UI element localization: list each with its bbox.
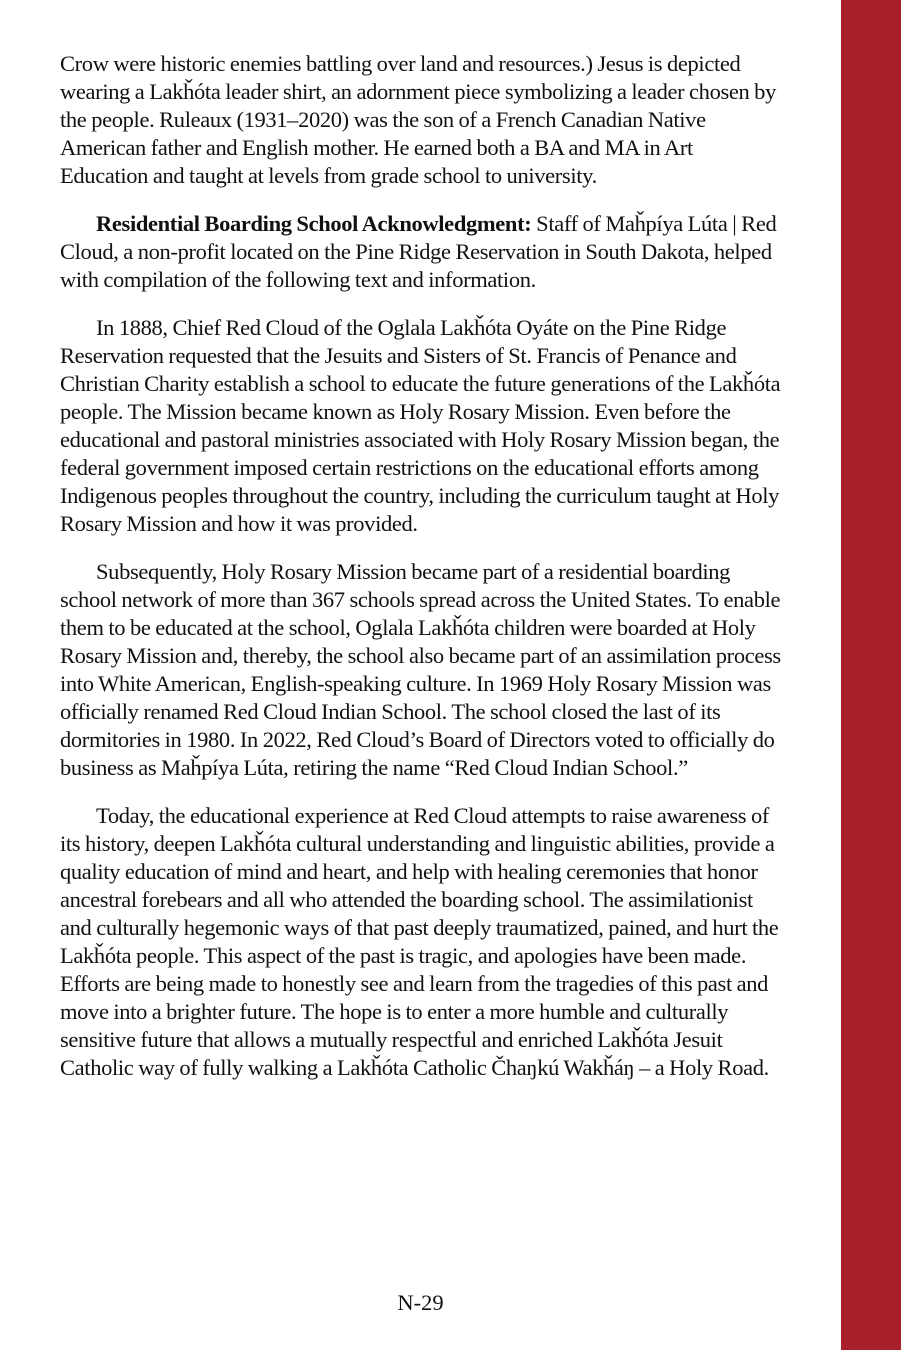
paragraph-ruleaux-bio [60,50,782,190]
paragraph-text: Crow were historic enemies battling over land and resources.) Jesus is depicted wearing a Lakȟóta leader shirt, an adornment piece symbolizing a leader chosen by the people. Ruleaux (1931–2020) was the son of a French Canadian Native American father and English mother. He earned both a BA and MA in Art Education and taught at levels from grade school to university. [60,51,776,188]
paragraph-boarding-network [60,558,782,782]
decorative-side-bar [841,0,901,1350]
paragraph-text: In 1888, Chief Red Cloud of the Oglala Lakȟóta Oyáte on the Pine Ridge Reservation requested that the Jesuits and Sisters of St. Francis of Penance and Christian Charity establish a school to educate the future generations of the Lakȟóta people. The Mission became known as Holy Rosary Mission. Even before the educational and pastoral ministries associated with Holy Rosary Mission began, the federal government imposed certain restrictions on the educational efforts among Indigenous peoples throughout the country, including the curriculum taught at Holy Rosary Mission and how it was provided. [60,315,781,536]
paragraph-text: Staff of Maȟpíya Lúta | Red Cloud, a non-profit located on the Pine Ridge Reservation in South Dakota, helped with compilation of the following text and information. [60,211,777,292]
acknowledgment-heading: Residential Boarding School Acknowledgment: [96,211,532,236]
paragraph-history-1888 [60,314,782,538]
paragraph-text: Subsequently, Holy Rosary Mission became part of a residential boarding school network of more than 367 schools spread across the United States. To enable them to be educated at the school, Oglala Lakȟóta children were boarded at Holy Rosary Mission and, thereby, the school also became part of an assimilation process into White American, English-speaking culture. In 1969 Holy Rosary Mission was officially renamed Red Cloud Indian School. The school closed the last of its dormitories in 1980. In 2022, Red Cloud’s Board of Directors voted to officially do business as Maȟpíya Lúta, retiring the name “Red Cloud Indian School.” [60,559,781,780]
page-number: N-29 [397,1290,444,1315]
paragraph-today [60,802,782,1082]
paragraph-text: Today, the educational experience at Red Cloud attempts to raise awareness of its history, deepen Lakȟóta cultural understanding and linguistic abilities, provide a quality education of mind and heart, and help with healing ceremonies that honor ancestral forebears and all who attended the boarding school. The assimilationist and culturally hegemonic ways of that past deeply traumatized, pained, and hurt the Lakȟóta people. This aspect of the past is tragic, and apologies have been made. Efforts are being made to honestly see and learn from the tragedies of this past and move into a brighter future. The hope is to enter a more humble and culturally sensitive future that allows a mutually respectful and enriched Lakȟóta Jesuit Catholic way of fully walking a Lakȟóta Catholic Čhaŋkú Wakȟáŋ – a Holy Road. [60,803,779,1080]
paragraph-acknowledgment [60,210,782,294]
body-text [60,50,782,1102]
